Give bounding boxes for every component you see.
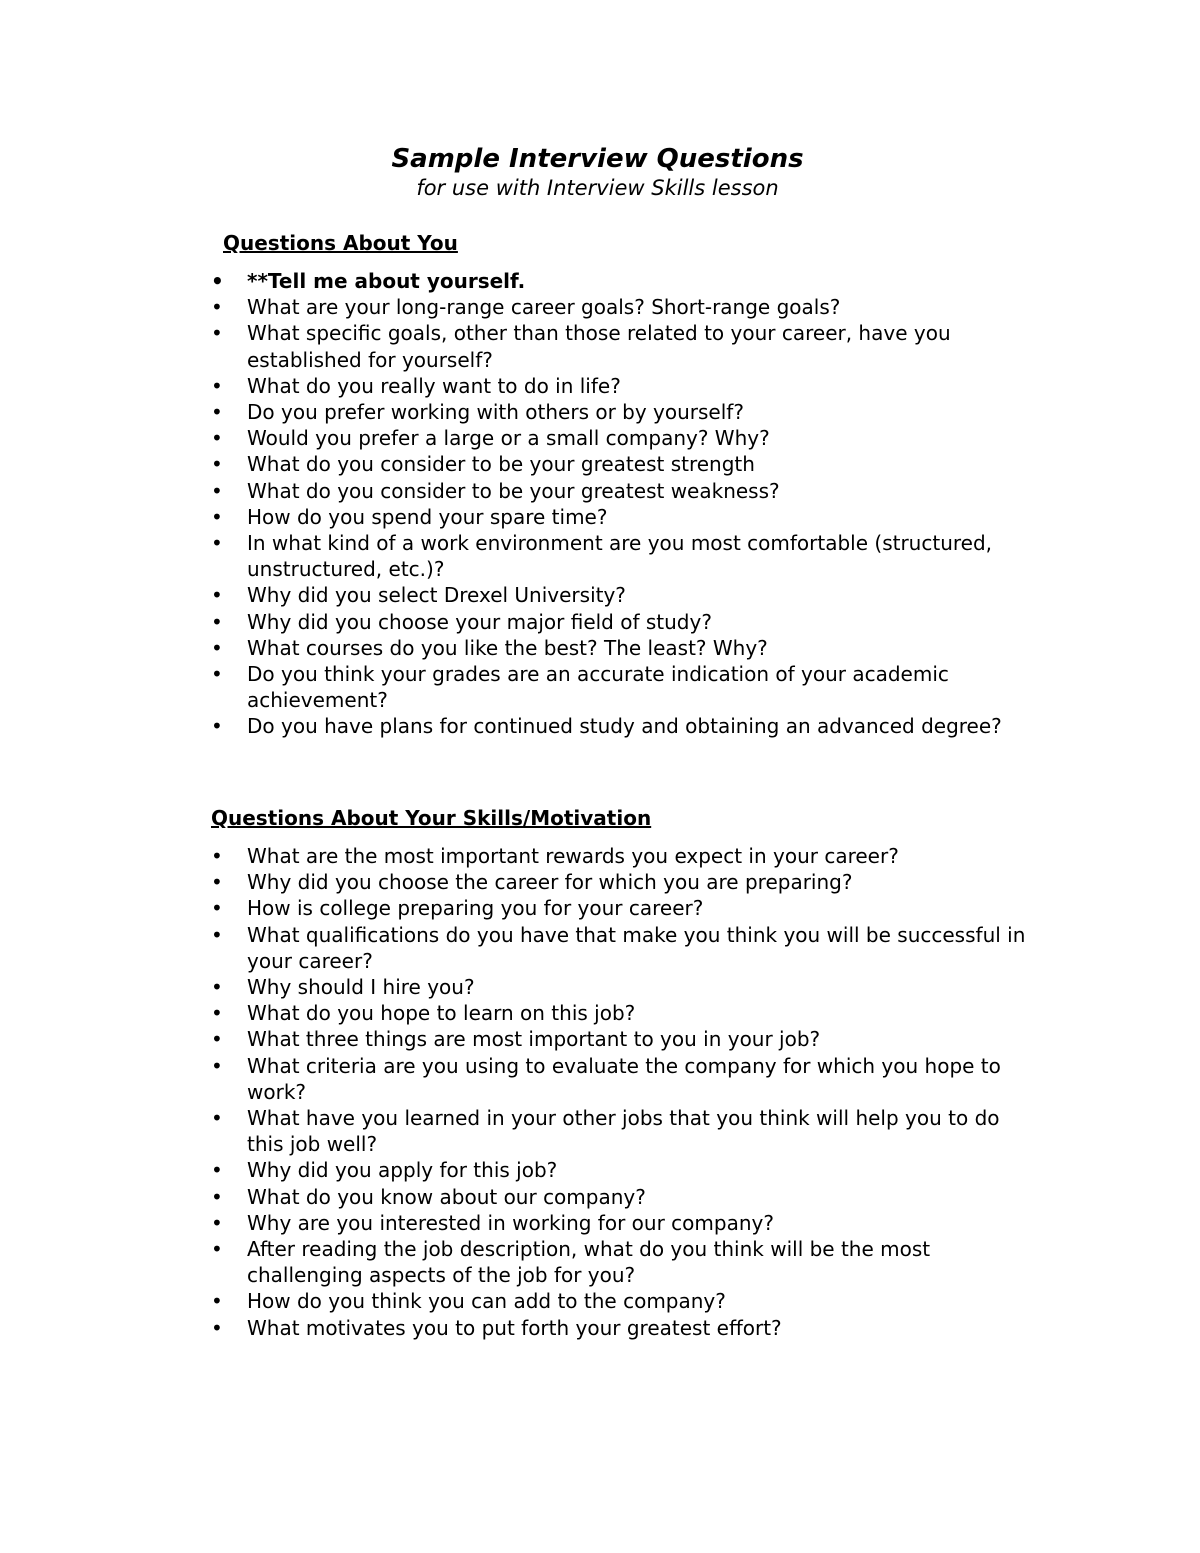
bullet-icon: • <box>211 1106 223 1131</box>
question-text: Why did you apply for this job? <box>247 1158 558 1183</box>
bullet-icon: • <box>211 531 223 556</box>
list-item <box>211 869 1031 895</box>
question-text: What do you consider to be your greatest strength <box>247 452 755 477</box>
question-text: What are your long-range career goals? Short-range goals? <box>247 295 841 320</box>
bullet-icon: • <box>211 1210 223 1235</box>
bullet-icon: • <box>211 714 223 739</box>
list-item <box>211 1210 1031 1236</box>
bullet-icon: • <box>211 295 223 320</box>
question-text: What are the most important rewards you expect in your career? <box>247 844 899 868</box>
question-text: What qualifications do you have that make you think you will be successful in your career? <box>247 922 1026 973</box>
list-item <box>211 843 1031 869</box>
bullet-icon: • <box>211 583 223 608</box>
list-item <box>211 1184 1031 1210</box>
question-text: **Tell me about yourself. <box>247 269 526 293</box>
bullet-icon: • <box>211 1027 223 1052</box>
bullet-icon: • <box>211 1289 223 1314</box>
question-text: What three things are most important to you in your job? <box>247 1027 821 1052</box>
list-item <box>211 1026 1031 1052</box>
question-text: How do you think you can add to the company? <box>247 1289 726 1314</box>
list-item <box>211 1157 1031 1183</box>
bullet-icon: • <box>211 635 223 660</box>
list-item <box>211 713 1031 739</box>
question-text: Do you prefer working with others or by yourself? <box>247 400 744 425</box>
bullet-icon: • <box>211 1001 223 1026</box>
bullet-icon: • <box>211 269 224 293</box>
question-text: What criteria are you using to evaluate the company for which you hope to work? <box>247 1053 1001 1104</box>
list-item <box>211 425 1031 451</box>
bullet-icon: • <box>211 870 223 895</box>
question-text: After reading the job description, what do you think will be the most challenging aspects of the job for you? <box>247 1237 931 1288</box>
question-text: In what kind of a work environment are you most comfortable (structured, unstructured, etc.)? <box>247 531 993 582</box>
question-text: What do you really want to do in life? <box>247 373 621 398</box>
bullet-icon: • <box>211 662 223 687</box>
question-text: Why did you choose your major field of study? <box>247 609 712 634</box>
question-text: Why are you interested in working for our company? <box>247 1210 774 1235</box>
bullet-icon: • <box>211 478 223 503</box>
list-item <box>211 1288 1031 1314</box>
bullet-icon: • <box>211 400 223 425</box>
section-heading-skills-motivation: Questions About Your Skills/Motivation <box>211 806 652 830</box>
bullet-icon: • <box>211 609 223 634</box>
list-item <box>211 268 1031 294</box>
question-text: Why did you select Drexel University? <box>247 583 626 608</box>
question-text: Would you prefer a large or a small company? Why? <box>247 426 770 451</box>
question-text: Do you think your grades are an accurate indication of your academic achievement? <box>247 662 949 713</box>
list-item <box>211 1236 1031 1288</box>
section-heading-about-you: Questions About You <box>223 231 458 255</box>
question-text: What do you consider to be your greatest weakness? <box>247 478 780 503</box>
list-item <box>211 1105 1031 1157</box>
bullet-icon: • <box>211 321 223 346</box>
list-item <box>211 609 1031 635</box>
question-list-skills-motivation <box>211 843 1031 1341</box>
list-item <box>211 1053 1031 1105</box>
list-item <box>211 478 1031 504</box>
list-item <box>211 895 1031 921</box>
bullet-icon: • <box>211 426 223 451</box>
question-text: What do you know about our company? <box>247 1184 646 1209</box>
document-subtitle: for use with Interview Skills lesson <box>416 176 779 200</box>
list-item <box>211 635 1031 661</box>
list-item <box>211 320 1031 372</box>
bullet-icon: • <box>211 975 223 1000</box>
question-text: Why did you choose the career for which you are preparing? <box>247 870 853 895</box>
question-text: What specific goals, other than those related to your career, have you established for yourself? <box>247 321 951 372</box>
question-text: What have you learned in your other jobs that you think will help you to do this job well? <box>247 1106 1000 1157</box>
list-item <box>211 504 1031 530</box>
list-item <box>211 582 1031 608</box>
question-text: What do you hope to learn on this job? <box>247 1001 636 1026</box>
list-item <box>211 661 1031 713</box>
question-list-about-you <box>211 268 1031 740</box>
list-item <box>211 399 1031 425</box>
document-title: Sample Interview Questions <box>391 144 804 174</box>
list-item <box>211 294 1031 320</box>
list-item <box>211 1315 1031 1341</box>
bullet-icon: • <box>211 1053 223 1078</box>
question-text: How is college preparing you for your career? <box>247 896 704 921</box>
list-item <box>211 1000 1031 1026</box>
question-text: What motivates you to put forth your greatest effort? <box>247 1315 782 1340</box>
question-text: Why should I hire you? <box>247 975 475 1000</box>
list-item <box>211 922 1031 974</box>
bullet-icon: • <box>211 452 223 477</box>
list-item <box>211 373 1031 399</box>
bullet-icon: • <box>211 504 223 529</box>
bullet-icon: • <box>211 896 223 921</box>
bullet-icon: • <box>211 844 223 868</box>
bullet-icon: • <box>211 1184 223 1209</box>
list-item <box>211 451 1031 477</box>
bullet-icon: • <box>211 1158 223 1183</box>
question-text: What courses do you like the best? The least? Why? <box>247 635 768 660</box>
question-text: How do you spend your spare time? <box>247 504 608 529</box>
bullet-icon: • <box>211 1315 223 1340</box>
list-item <box>211 530 1031 582</box>
list-item <box>211 974 1031 1000</box>
question-text: Do you have plans for continued study and obtaining an advanced degree? <box>247 714 1002 739</box>
bullet-icon: • <box>211 1237 223 1262</box>
bullet-icon: • <box>211 922 223 947</box>
bullet-icon: • <box>211 373 223 398</box>
